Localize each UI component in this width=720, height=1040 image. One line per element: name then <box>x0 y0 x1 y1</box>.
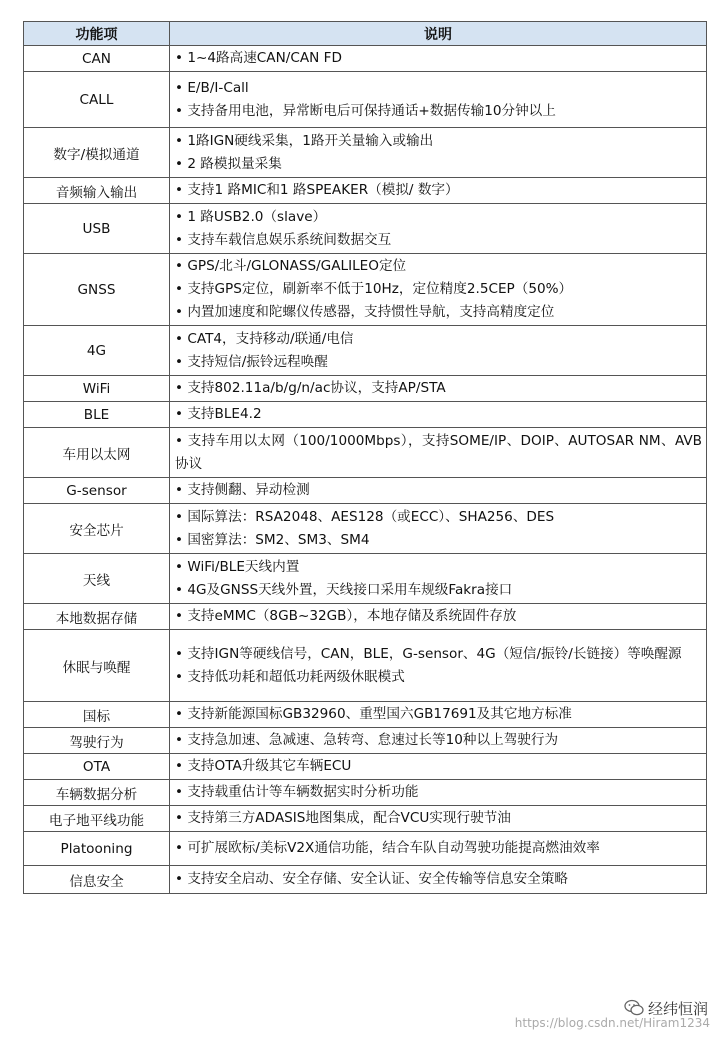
watermark-name: 经纬恒润 <box>647 1000 708 1018</box>
watermark-url: https://blog.csdn.net/Hiram1234 <box>514 1016 710 1030</box>
description-line: • 支持安全启动、安全存储、安全认证、安全传输等信息安全策略 <box>175 871 568 887</box>
description-line: • 支持急加速、急减速、急转弯、怠速过长等10种以上驾驶行为 <box>175 732 559 748</box>
table-row <box>24 702 707 728</box>
table-row <box>24 326 707 376</box>
table-row <box>24 866 707 894</box>
feature-cell: 音频输入输出 <box>24 178 170 204</box>
feature-cell: 信息安全 <box>24 866 170 894</box>
description-line: • 支持载重估计等车辆数据实时分析功能 <box>175 784 419 800</box>
feature-cell: 车用以太网 <box>24 428 170 478</box>
description-cell <box>170 702 707 728</box>
feature-cell: 休眠与唤醒 <box>24 630 170 702</box>
description-cell <box>170 326 707 376</box>
table-row <box>24 630 707 702</box>
description-line: • 支持车载信息娱乐系统间数据交互 <box>175 231 392 248</box>
table-row <box>24 806 707 832</box>
description-line: • 4G及GNSS天线外置，天线接口采用车规级Fakra接口 <box>175 581 513 598</box>
description-line: • CAT4，支持移动/联通/电信 <box>175 330 354 347</box>
table-row <box>24 604 707 630</box>
table-header-row <box>24 22 707 46</box>
description-line: • 1路IGN硬线采集，1路开关量输入或输出 <box>175 132 434 149</box>
table-row <box>24 780 707 806</box>
description-cell <box>170 754 707 780</box>
feature-cell: 天线 <box>24 554 170 604</box>
description-line: • 国际算法：RSA2048、AES128（或ECC）、SHA256、DES <box>175 508 555 525</box>
header-description: 说明 <box>170 22 707 46</box>
table-row <box>24 376 707 402</box>
feature-cell: 安全芯片 <box>24 504 170 554</box>
description-line: • 可扩展欧标/美标V2X通信功能，结合车队自动驾驶功能提高燃油效率 <box>175 840 600 856</box>
feature-cell: 本地数据存储 <box>24 604 170 630</box>
wechat-icon <box>624 999 644 1017</box>
description-line: • 支持新能源国标GB32960、重型国六GB17691及其它地方标准 <box>175 706 572 722</box>
description-cell <box>170 554 707 604</box>
description-cell <box>170 254 707 326</box>
table-row <box>24 728 707 754</box>
description-line: • 支持GPS定位，刷新率不低于10Hz，定位精度2.5CEP（50%） <box>175 281 573 297</box>
description-cell <box>170 428 707 478</box>
feature-cell: Platooning <box>24 832 170 866</box>
feature-cell: 数字/模拟通道 <box>24 128 170 178</box>
description-cell <box>170 832 707 866</box>
feature-cell: OTA <box>24 754 170 780</box>
table-row <box>24 254 707 326</box>
feature-cell: CAN <box>24 46 170 72</box>
description-line: • 1 路USB2.0（slave） <box>175 208 327 225</box>
feature-cell: 车辆数据分析 <box>24 780 170 806</box>
description-line: • 支持侧翻、异动检测 <box>175 482 310 498</box>
description-cell <box>170 46 707 72</box>
table-row <box>24 204 707 254</box>
feature-spec-table <box>23 21 707 894</box>
description-line: • 支持802.11a/b/g/n/ac协议，支持AP/STA <box>175 380 446 396</box>
description-cell <box>170 630 707 702</box>
description-cell <box>170 72 707 128</box>
description-line: • 2 路模拟量采集 <box>175 155 282 172</box>
feature-cell: USB <box>24 204 170 254</box>
table-row <box>24 178 707 204</box>
feature-cell: 驾驶行为 <box>24 728 170 754</box>
table-row <box>24 832 707 866</box>
feature-cell: 4G <box>24 326 170 376</box>
description-line: • 支持eMMC（8GB~32GB），本地存储及系统固件存放 <box>175 608 517 624</box>
description-line: • 支持第三方ADASIS地图集成，配合VCU实现行驶节油 <box>175 810 511 826</box>
description-cell <box>170 728 707 754</box>
table-row <box>24 72 707 128</box>
description-cell <box>170 178 707 204</box>
table-row <box>24 46 707 72</box>
description-line: • 支持IGN等硬线信号，CAN，BLE，G-sensor、4G（短信/振铃/长链接）等唤醒源 <box>175 645 682 662</box>
feature-cell: WiFi <box>24 376 170 402</box>
feature-cell: BLE <box>24 402 170 428</box>
table-row <box>24 428 707 478</box>
description-line: • 支持BLE4.2 <box>175 406 262 422</box>
description-cell <box>170 128 707 178</box>
description-line: • 支持OTA升级其它车辆ECU <box>175 758 352 774</box>
description-line: • 内置加速度和陀螺仪传感器，支持惯性导航，支持高精度定位 <box>175 304 555 320</box>
description-cell <box>170 478 707 504</box>
feature-cell: G-sensor <box>24 478 170 504</box>
description-cell <box>170 806 707 832</box>
description-cell <box>170 780 707 806</box>
description-cell <box>170 504 707 554</box>
description-line: • GPS/北斗/GLONASS/GALILEO定位 <box>175 258 407 274</box>
description-line: • 支持低功耗和超低功耗两级休眠模式 <box>175 668 405 685</box>
description-line: • 支持备用电池，异常断电后可保持通话+数据传输10分钟以上 <box>175 102 556 119</box>
feature-cell: 电子地平线功能 <box>24 806 170 832</box>
table-row <box>24 402 707 428</box>
description-cell <box>170 204 707 254</box>
description-line: • 支持短信/振铃远程唤醒 <box>175 353 328 370</box>
description-line: • 1~4路高速CAN/CAN FD <box>175 50 342 66</box>
table-row <box>24 478 707 504</box>
header-feature: 功能项 <box>24 22 170 46</box>
description-cell <box>170 866 707 894</box>
table-row <box>24 554 707 604</box>
table-row <box>24 754 707 780</box>
feature-cell: GNSS <box>24 254 170 326</box>
feature-cell: CALL <box>24 72 170 128</box>
description-cell <box>170 604 707 630</box>
table-row <box>24 128 707 178</box>
description-line: • E/B/I-Call <box>175 79 249 96</box>
description-cell <box>170 402 707 428</box>
description-line: • 国密算法：SM2、SM3、SM4 <box>175 531 370 548</box>
table-row <box>24 504 707 554</box>
feature-cell: 国标 <box>24 702 170 728</box>
description-line: • 支持1 路MIC和1 路SPEAKER（模拟/ 数字） <box>175 182 459 198</box>
description-cell <box>170 376 707 402</box>
description-line: • WiFi/BLE天线内置 <box>175 558 300 575</box>
description-line: • 支持车用以太网（100/1000Mbps），支持SOME/IP、DOIP、AUTOSAR NM、AVB协议 <box>175 432 702 472</box>
